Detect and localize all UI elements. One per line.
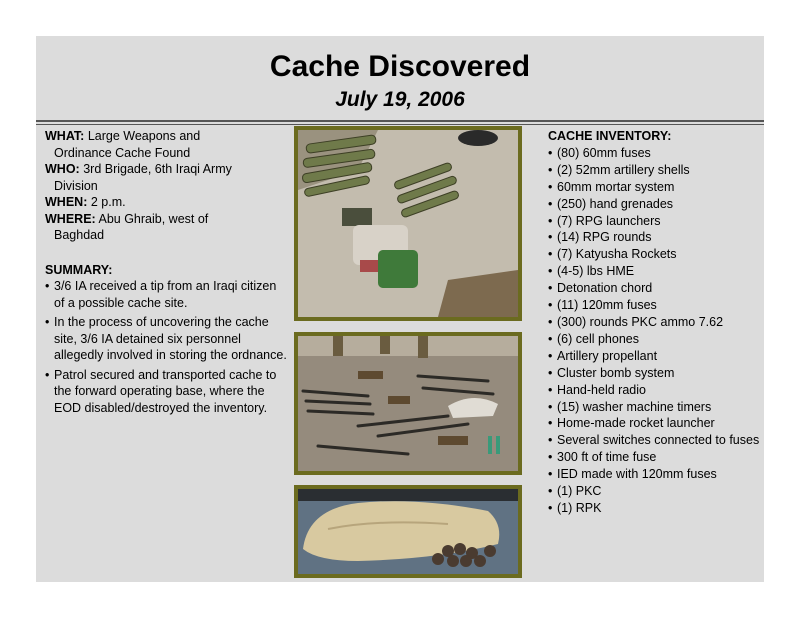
cache-photo-3 (294, 485, 522, 578)
who-label: WHO: (45, 162, 80, 176)
when-label: WHEN: (45, 195, 88, 209)
header-divider-thin (36, 124, 764, 125)
inventory-heading: CACHE INVENTORY: (548, 129, 672, 143)
what-field (45, 128, 289, 161)
who-field (45, 161, 289, 194)
where-label: WHERE: (45, 211, 96, 226)
inventory-item: • (7) RPG launchers (548, 213, 762, 230)
summary-item: • In the process of uncovering the cache site, 3/6 IA detained six personnel allegedly involved in storing the ordnance. (45, 314, 289, 364)
cache-photo-2 (294, 332, 522, 475)
inventory-column (548, 128, 762, 517)
inventory-item: • Hand-held radio (548, 382, 762, 399)
summary-heading: SUMMARY: (45, 262, 113, 277)
cache-photo-1 (294, 126, 522, 321)
summary-item: • 3/6 IA received a tip from an Iraqi citizen of a possible cache site. (45, 278, 289, 311)
inventory-item: • Several switches connected to fuses (548, 432, 762, 449)
when-value: 2 p.m. (90, 195, 126, 209)
inventory-item: • (11) 120mm fuses (548, 297, 762, 314)
inventory-item: • (4-5) lbs HME (548, 263, 762, 280)
page-title: Cache Discovered (269, 50, 531, 83)
inventory-item: • (15) washer machine timers (548, 399, 762, 416)
slide (36, 36, 764, 582)
inventory-item: • 300 ft of time fuse (548, 449, 762, 466)
inventory-item: • Cluster bomb system (548, 365, 762, 382)
summary-item: • Patrol secured and transported cache to the forward operating base, where the EOD disabled/destroyed the inventory. (45, 367, 289, 417)
when-field (45, 194, 289, 211)
where-field (45, 211, 289, 244)
inventory-item: • (80) 60mm fuses (548, 145, 762, 162)
where-value-line2: Baghdad (54, 228, 105, 242)
details-column (45, 128, 289, 419)
what-label: WHAT: (45, 129, 85, 143)
what-value-line1: Large Weapons and (87, 129, 201, 143)
inventory-item: • (1) RPK (548, 500, 762, 517)
what-value-line2: Ordinance Cache Found (54, 145, 191, 160)
who-value-line2: Division (54, 178, 98, 193)
inventory-item: • (7) Katyusha Rockets (548, 246, 762, 263)
inventory-item: • (250) hand grenades (548, 196, 762, 213)
inventory-item: • (14) RPG rounds (548, 229, 762, 246)
inventory-item: • Home-made rocket launcher (548, 415, 762, 432)
inventory-item: • (300) rounds PKC ammo 7.62 (548, 314, 762, 331)
inventory-list (548, 145, 762, 517)
summary-list (45, 278, 289, 416)
inventory-item: • (6) cell phones (548, 331, 762, 348)
inventory-item: • 60mm mortar system (548, 179, 762, 196)
page-date: July 19, 2006 (335, 88, 465, 111)
where-value-line1: Abu Ghraib, west of (98, 211, 209, 226)
header-divider (36, 120, 764, 122)
inventory-item: • Detonation chord (548, 280, 762, 297)
header (36, 36, 764, 120)
inventory-item: • Artillery propellant (548, 348, 762, 365)
inventory-item: • (2) 52mm artillery shells (548, 162, 762, 179)
inventory-item: • (1) PKC (548, 483, 762, 500)
who-value-line1: 3rd Brigade, 6th Iraqi Army (83, 162, 232, 176)
inventory-item: • IED made with 120mm fuses (548, 466, 762, 483)
